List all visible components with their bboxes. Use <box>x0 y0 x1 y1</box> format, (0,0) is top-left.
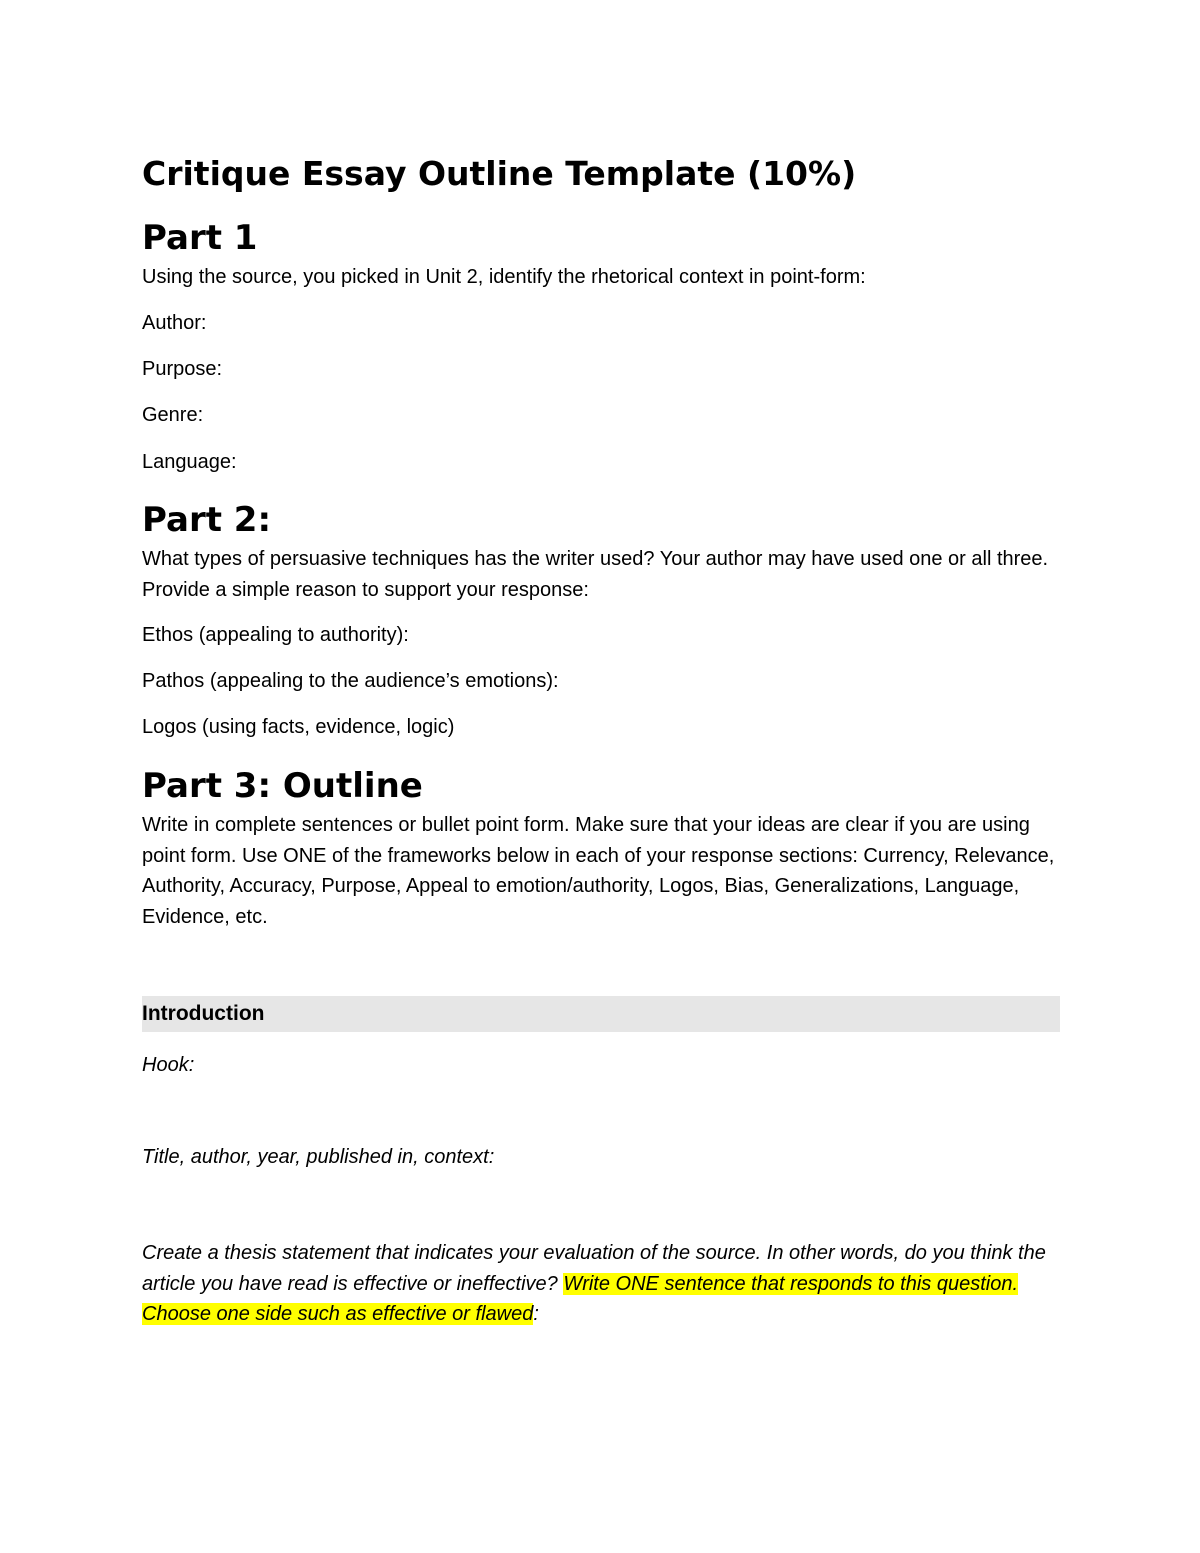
introduction-label: Introduction <box>142 1002 265 1025</box>
thesis-end-text: : <box>533 1303 539 1325</box>
title-author-prompt: Title, author, year, published in, context: <box>142 1146 495 1168</box>
field-genre: Genre: <box>142 404 204 426</box>
field-logos: Logos (using facts, evidence, logic) <box>142 716 455 738</box>
part3-heading: Part 3: Outline <box>142 766 423 806</box>
part2-heading: Part 2: <box>142 500 272 540</box>
thesis-prompt <box>142 1238 1060 1330</box>
part3-instruction: Write in complete sentences or bullet point form. Make sure that your ideas are clear if you are using point form. Use ONE of the frameworks below in each of your response sections: Currency, Relevance, Authority, Accuracy, Purpose, Appeal to emotion/authority, Logos, Bias, Generalizations, Language, Evidence, etc. <box>142 814 1055 928</box>
part1-instruction: Using the source, you picked in Unit 2, identify the rhetorical context in point-form: <box>142 266 866 288</box>
part1-heading: Part 1 <box>142 218 258 258</box>
field-ethos: Ethos (appealing to authority): <box>142 624 409 646</box>
field-language: Language: <box>142 451 237 473</box>
field-author: Author: <box>142 312 207 334</box>
thesis-plain-text: Create a thesis statement that indicates your evaluation of the source. In other words, do you think the article you have read is effective or ineffective? <box>142 1242 1046 1295</box>
field-pathos: Pathos (appealing to the audience’s emotions): <box>142 670 559 692</box>
hook-prompt: Hook: <box>142 1054 195 1076</box>
part2-instruction: What types of persuasive techniques has the writer used? Your author may have used one or all three. Provide a simple reason to support your response: <box>142 548 1049 601</box>
thesis-highlighted-text: Write ONE sentence that responds to this question. Choose one side such as effective or flawed <box>142 1272 1019 1325</box>
document-title: Critique Essay Outline Template (10%) <box>142 154 857 193</box>
field-purpose: Purpose: <box>142 358 223 380</box>
introduction-header <box>142 996 1060 1032</box>
